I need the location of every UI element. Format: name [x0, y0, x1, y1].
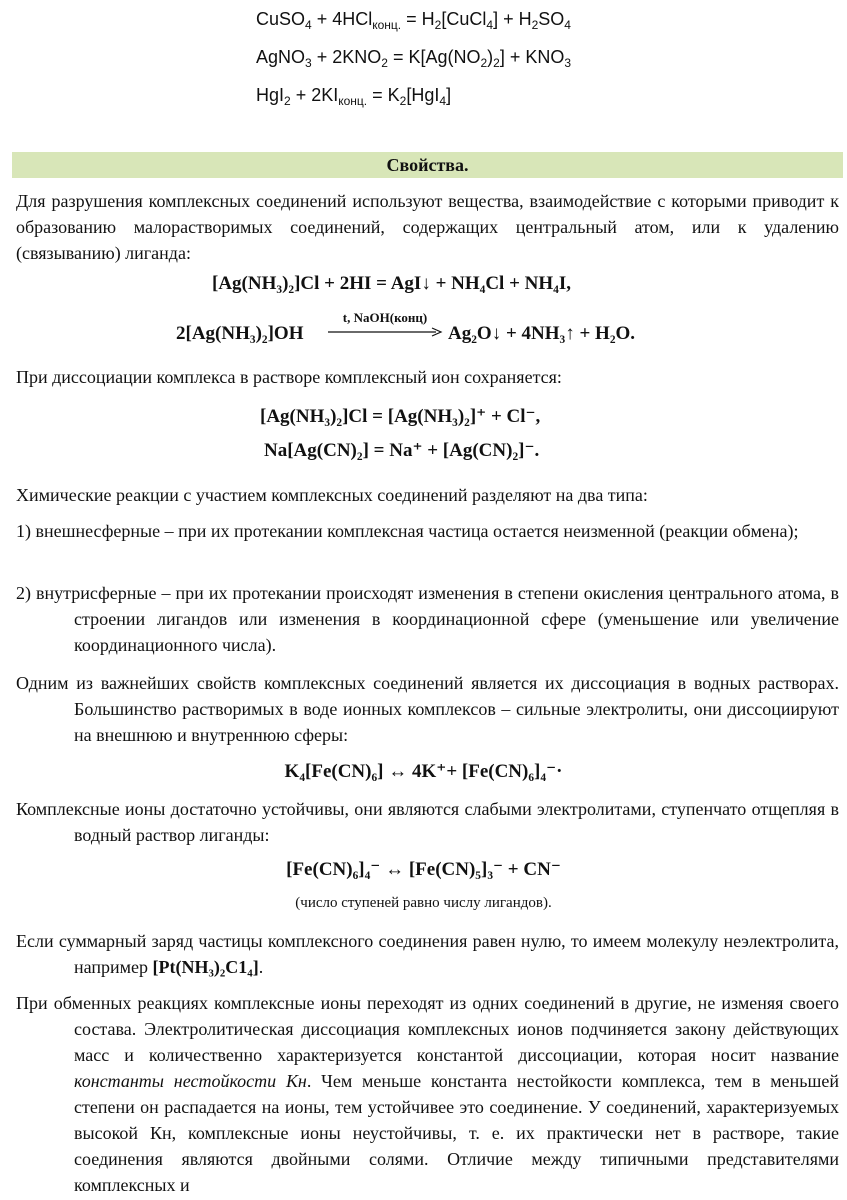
equation-fe-cn-stepwise: [Fe(CN)₆]₄⁻ ↔ [Fe(CN)₅]₃⁻ + CN⁻	[286, 859, 561, 880]
formula-pt: [Pt(NH₃)₂C1₄]	[152, 957, 259, 977]
reaction-ag-naoh-left: 2[Ag(NH₃)₂]OH	[176, 323, 304, 344]
paragraph-weak-electrolytes: Комплексные ионы достаточно устойчивы, они являются слабыми электролитами, ступенчато отщепляя в водный раствор лиганды:	[16, 799, 839, 845]
reaction-arrow-icon	[328, 326, 444, 338]
section-title: Свойства.	[12, 152, 843, 178]
reaction-ag-hi: [Ag(NH₃)₂]Cl + 2HI = AgI↓ + NH₄Cl + NH₄I,	[212, 273, 572, 294]
equation-hgi2: $HgI_2 + 2KI_{конц.} = K_2[HgI_4]$	[256, 85, 452, 108]
dissociation-na-ag-cn: Na[Ag(CN)₂] = Na⁺ + [Ag(CN)₂]⁻.	[264, 440, 540, 461]
paragraph-dissociation: При диссоциации комплекса в растворе комплексный ион сохраняется:	[16, 367, 562, 387]
list-item-outer-sphere: 1) внешнесферные – при их протекании комплексная частица остается неизменной (реакции обмена);	[16, 521, 799, 541]
term-instability-constant: константы нестойкости Кн	[74, 1071, 307, 1091]
list-item-inner-sphere: 2) внутрисферные – при их протекании происходят изменения в степени окисления центрального атома, в строении лигандов или изменения в координационной сфере (уменьшение или увеличение координационного числа).	[16, 583, 839, 655]
equation-k4-fe-cn: K₄[Fe(CN)₆] ↔ 4K⁺+ [Fe(CN)₆]₄⁻·	[284, 761, 563, 782]
note-steps: (число ступеней равно числу лигандов).	[295, 895, 552, 911]
paragraph-dissociation-strong: Одним из важнейших свойств комплексных соединений является их диссоциация в водных растворах. Большинство растворимых в воде ионных комплексов – сильные электролиты, они диссоциируют на внешнюю и внутреннюю сферы:	[16, 673, 839, 745]
dissociation-ag-cl: [Ag(NH₃)₂]Cl = [Ag(NH₃)₂]⁺ + Cl⁻,	[260, 406, 541, 427]
paragraph-non-electrolyte: Если суммарный заряд частицы комплексного соединения равен нулю, то имеем молекулу неэлектролита, например [Pt(NH₃)₂C1₄].	[16, 931, 839, 977]
reaction-condition: t, NaOH(конц)	[342, 310, 428, 325]
paragraph-instability-constant: При обменных реакциях комплексные ионы переходят из одних соединений в другие, не изменяя своего состава. Электролитическая диссоциация комплексных ионов подчиняется закону действующих масс и количественно характеризуется константой диссоциации, которая носит название константы нестойкости Кн. Чем меньше константа нестойкости комплекса, тем в меньшей степени он распадается на ионы, тем устойчивее это соединение. У соединений, характеризуемых высокой Кн, комплексные ионы неустойчивы, т. е. их практически нет в растворе, такие соединения являются двойными солями. Отличие между типичными представителями комплексных и	[16, 993, 839, 1195]
paragraph-destruction: Для разрушения комплексных соединений используют вещества, взаимодействие с которыми приводит к образованию малорастворимых соединений, содержащих центральный атом, или к удалению (связыванию) лиганда:	[16, 191, 839, 263]
equation-cuso4: CuSO$_4$ + $4HCl_{конц.} = H_2[CuCl_4] + H_2SO_4$	[256, 9, 571, 32]
paragraph-types: Химические реакции с участием комплексных соединений разделяют на два типа:	[16, 485, 648, 505]
equation-agno3: AgNO$_3$ + $2KNO_2 = K[Ag(NO_2)_2] + KNO_3$	[256, 47, 572, 70]
reaction-ag-naoh-right: Ag₂O↓ + 4NH₃↑ + H₂O.	[448, 323, 636, 344]
